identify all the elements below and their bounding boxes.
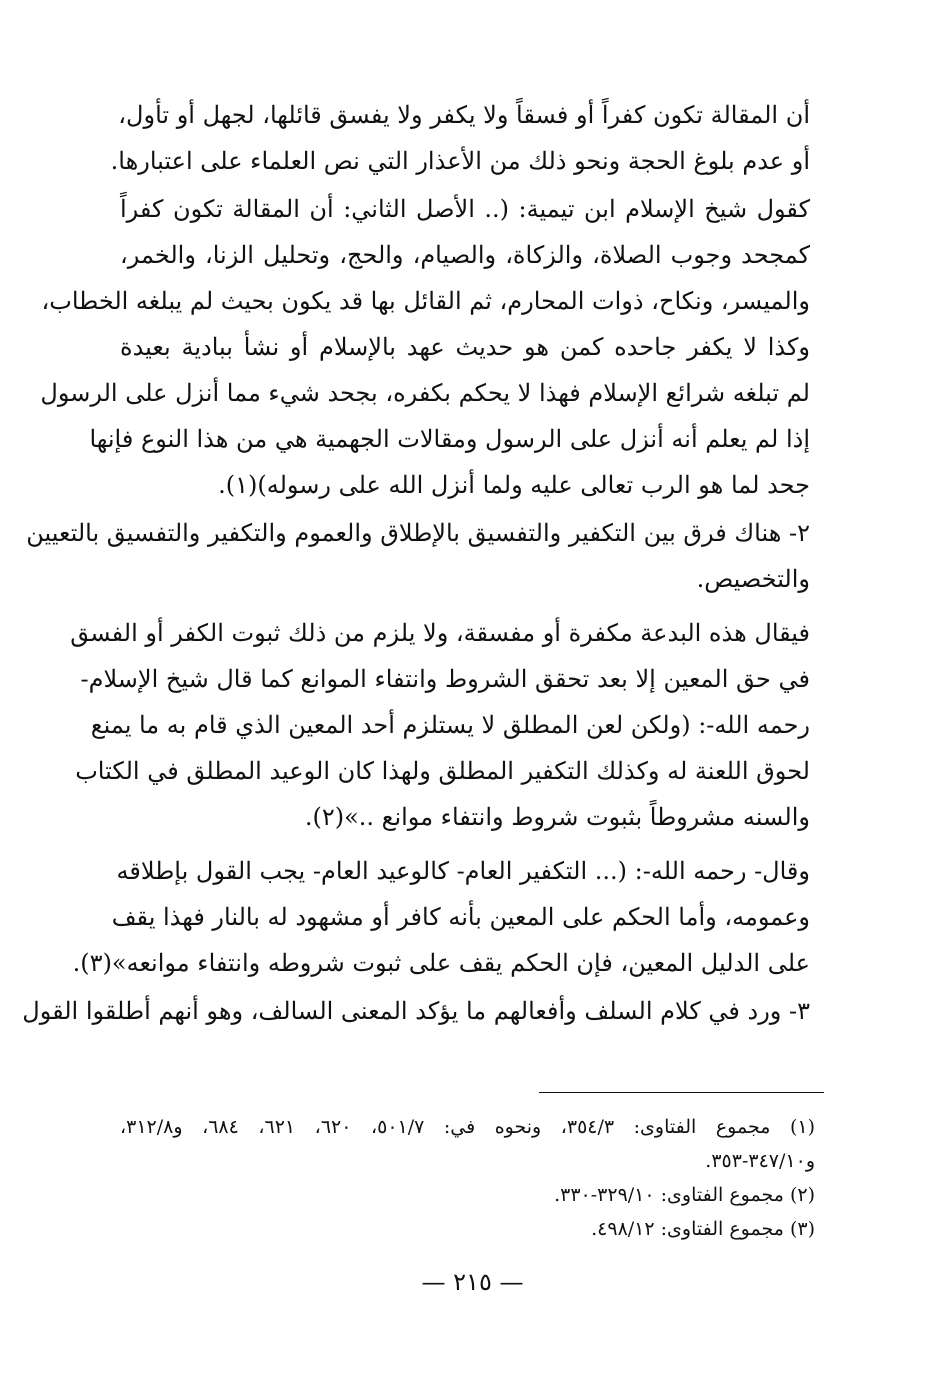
- page-number: — ٢١٥ —: [421, 1268, 524, 1296]
- text-line: والميسر، ونكاح، ذوات المحارم، ثم القائل بها قد يكون بحيث لم يبلغه الخطاب،: [41, 287, 810, 315]
- numbered-point: [26, 510, 810, 602]
- text-line: وكذا لا يكفر جاحده كمن هو حديث عهد بالإسلام أو نشأ ببادية بعيدة: [120, 333, 810, 361]
- paragraph: [40, 186, 810, 508]
- paragraph: [72, 848, 810, 986]
- paragraph: [70, 610, 810, 840]
- text-line: أو عدم بلوغ الحجة ونحو ذلك من الأعذار التي نص العلماء على اعتبارها.: [110, 147, 810, 175]
- text-line: رحمه الله-: (ولكن لعن المطلق لا يستلزم أحد المعين الذي قام به ما يمنع: [90, 711, 810, 739]
- text-line: وقال- رحمه الله-: (... التكفير العام- كالوعيد العام- يجب القول بإطلاقه: [116, 857, 810, 885]
- text-line: في حق المعين إلا بعد تحقق الشروط وانتفاء الموانع كما قال شيخ الإسلام-: [80, 665, 810, 693]
- text-line: لحوق اللعنة له وكذلك التكفير المطلق ولهذا كان الوعيد المطلق في الكتاب: [75, 757, 810, 785]
- text-line: أن المقالة تكون كفراً أو فسقاً ولا يكفر ولا يفسق قائلها، لجهل أو تأول،: [118, 101, 810, 129]
- numbered-point: [22, 988, 810, 1034]
- footnotes: [120, 1092, 815, 1246]
- text-line: ٢- هناك فرق بين التكفير والتفسيق بالإطلاق والعموم والتكفير والتفسيق بالتعيين: [26, 519, 810, 547]
- paragraph: [110, 92, 810, 184]
- text-line: كقول شيخ الإسلام ابن تيمية: (.. الأصل الثاني: أن المقالة تكون كفراً: [120, 195, 810, 223]
- text-line: جحد لما هو الرب تعالى عليه ولما أنزل الله على رسوله)(١).: [218, 471, 810, 499]
- text-line: فيقال هذه البدعة مكفرة أو مفسقة، ولا يلزم من ذلك ثبوت الكفر أو الفسق: [70, 619, 810, 647]
- main-text: [22, 92, 810, 1034]
- footnote: (١) مجموع الفتاوى: ٣٥٤/٣، ونحوه في: ٥٠١/٧، ٦٢٠، ٦٢١، ٦٨٤، و٣١٢/٨،: [120, 1116, 816, 1138]
- text-line: على الدليل المعين، فإن الحكم يقف على ثبوت شروطه وانتفاء موانعه»(٣).: [72, 949, 810, 977]
- text-line: والسنه مشروطاً بثبوت شروط وانتفاء موانع ..»(٢).: [304, 803, 810, 831]
- text-line: وعمومه، وأما الحكم على المعين بأنه كافر أو مشهود له بالنار فهذا يقف: [111, 903, 810, 931]
- text-line: لم تبلغه شرائع الإسلام فهذا لا يحكم بكفره، بجحد شيء مما أنزل على الرسول: [40, 379, 810, 407]
- text-line: كمجحد وجوب الصلاة، والزكاة، والصيام، والحج، وتحليل الزنا، والخمر،: [120, 241, 810, 269]
- footnote: (٢) مجموع الفتاوى: ٣٢٩/١٠-٣٣٠.: [554, 1184, 815, 1206]
- text-line: والتخصيص.: [696, 565, 810, 593]
- footnote: (٣) مجموع الفتاوى: ٤٩٨/١٢.: [591, 1218, 815, 1240]
- text-line: إذا لم يعلم أنه أنزل على الرسول ومقالات الجهمية هي من هذا النوع فإنها: [89, 425, 810, 453]
- text-line: ٣- ورد في كلام السلف وأفعالهم ما يؤكد المعنى السالف، وهو أنهم أطلقوا القول: [22, 997, 810, 1025]
- footnote: و٣٤٧/١٠-٣٥٣.: [705, 1150, 815, 1172]
